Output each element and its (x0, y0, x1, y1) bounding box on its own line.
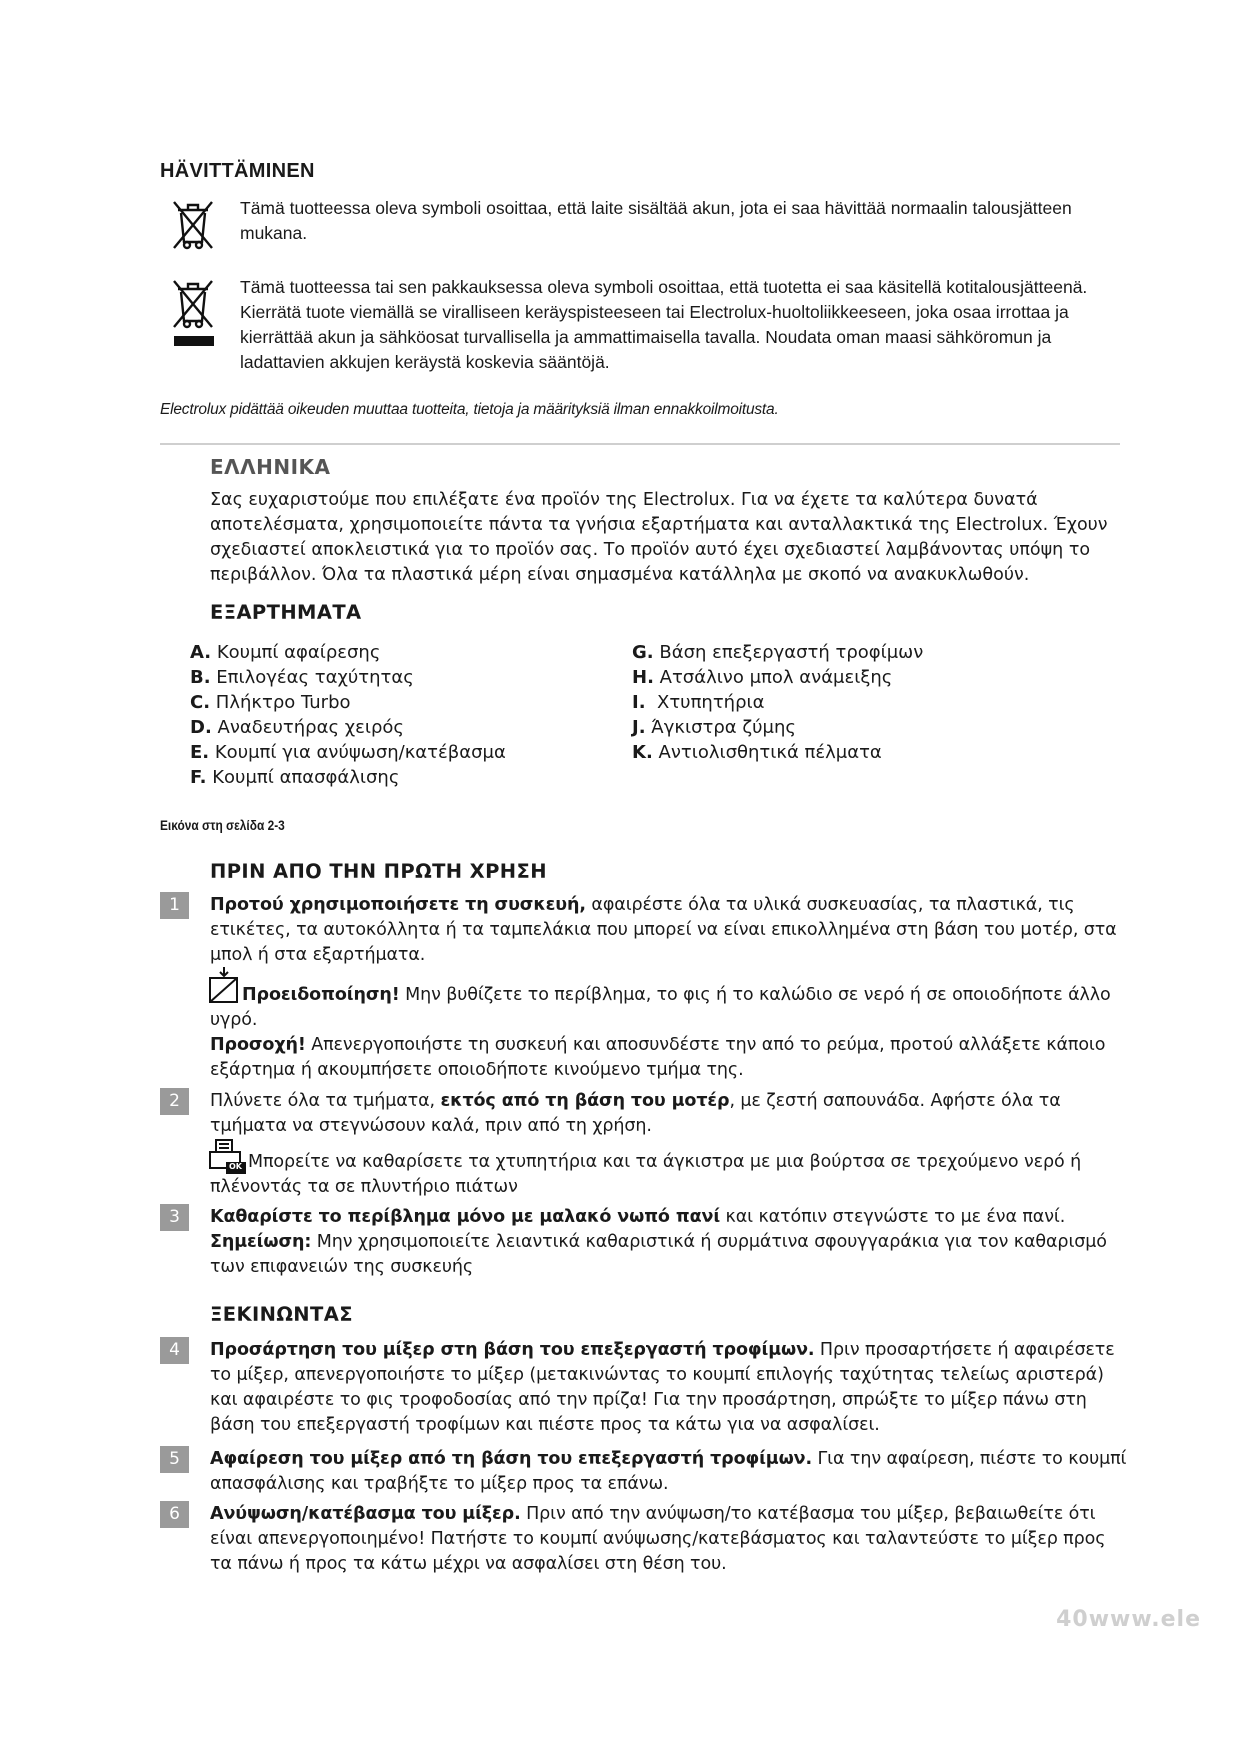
starting-heading: ΞΕΚΙΝΩΝΤΑΣ (210, 1303, 353, 1326)
step-number-badge: 2 (160, 1088, 189, 1115)
weee-bar-icon (174, 336, 214, 346)
list-item: B. Επιλογέας ταχύτητας (190, 667, 414, 688)
step-1-text: Προτού χρησιμοποιήσετε τη συσκευή, αφαιρέστε όλα τα υλικά συσκευασίας, τα πλαστικά, τις ετικέτες, τα αυτοκόλλητα ή τα ταμπελάκια που μπορεί να είναι επικολλημένα στη βάση του μοτέρ, στα μπολ ή στα εξαρτήματα. (210, 895, 1117, 965)
list-item: G. Βάση επεξεργαστή τροφίμων (632, 642, 924, 663)
list-item: E. Κουμπί για ανύψωση/κατέβασμα (190, 742, 506, 763)
list-item: J. Άγκιστρα ζύμης (632, 717, 796, 738)
note-text: Σημείωση: Μην χρησιμοποιείτε λειαντικά καθαριστικά ή συρμάτινα σφουγγαράκια για τον καθαρισμό των επιφανειών της συσκευής (210, 1232, 1107, 1277)
list-item: I. Χτυπητήρια (632, 692, 765, 713)
disclaimer-text: Electrolux pidättää oikeuden muuttaa tuotteita, tietoja ja määrityksiä ilman ennakkoilmoitusta. (160, 401, 779, 418)
figure-caption: Εικόνα στη σελίδα 2-3 (160, 817, 285, 833)
intro-paragraph: Σας ευχαριστούμε που επιλέξατε ένα προϊόν της Electrolux. Για να έχετε τα καλύτερα δυνατά αποτελέσματα, χρησιμοποιείτε πάντα τα γνήσια εξαρτήματα και ανταλλακτικά της Electrolux. Έχουν σχεδιαστεί αποκλειστικά για το προϊόν σας. Το προϊόν αυτό έχει σχεδιαστεί λαμβάνοντας υπόψη το περιβάλλον. Όλα τα πλαστικά μέρη είναι σημασμένα κατάλληλα με σκοπό να ανακυκλωθούν. (210, 490, 1108, 585)
step-number-badge: 5 (160, 1446, 189, 1473)
step-number-badge: 4 (160, 1337, 189, 1364)
dishwasher-ok-badge: OK (229, 1162, 242, 1171)
list-item: K. Αντιολισθητικά πέλματα (632, 742, 882, 763)
list-item: F. Κουμπί απασφάλισης (190, 767, 400, 788)
accessories-list-left (190, 640, 506, 790)
step-number-badge: 1 (160, 892, 189, 919)
list-item: D. Αναδευτήρας χειρός (190, 717, 404, 738)
list-item: C. Πλήκτρο Turbo (190, 692, 351, 713)
page-footer: 40www.ele (1056, 1607, 1201, 1632)
crossed-bin-icon (168, 196, 218, 252)
weee-bin-icon (168, 275, 218, 331)
section-heading-disposal: HÄVITTÄMINEN (160, 160, 315, 182)
step-number-badge: 6 (160, 1501, 189, 1528)
step-number-badge: 3 (160, 1204, 189, 1231)
section-divider (160, 443, 1120, 445)
accessories-heading: ΕΞΑΡΤΗΜΑΤΑ (210, 601, 362, 624)
caution-text: Προσοχή! Απενεργοποιήστε τη συσκευή και αποσυνδέστε την από το ρεύμα, προτού αλλάξετε κάποιο εξάρτημα ή ακουμπήσετε οποιοδήποτε κινούμενο τμήμα της. (210, 1035, 1106, 1080)
weee-disposal-text: Tämä tuotteessa tai sen pakkauksessa oleva symboli osoittaa, että tuotetta ei saa käsitellä kotitalousjätteenä. Kierrätä tuote viemällä se viralliseen keräyspisteeseen tai Electrolux-huoltoliikkeeseen, joka osaa irrottaa ja kierrättää akun ja sähköosat turvallisella ja ammattimaisella tavalla. Noudata oman maasi sähköromun ja ladattavien akkujen keräystä koskevia sääntöjä. (240, 277, 1088, 372)
step-4-text: Προσάρτηση του μίξερ στη βάση του επεξεργαστή τροφίμων. Πριν προσαρτήσετε ή αφαιρέσετε το μίξερ, απενεργοποιήστε το μίξερ (μετακινώντας το κουμπί επιλογής ταχύτητας τελείως αριστερά) και αφαιρέστε το φις τροφοδοσίας από την πρίζα! Για την προσάρτηση, σπρώξτε το μίξερ πάνω στη βάση του επεξεργαστή τροφίμων και πιέστε προς τα κάτω για να ασφαλίσει. (210, 1340, 1115, 1435)
step-3-text: Καθαρίστε το περίβλημα μόνο με μαλακό νωπό πανί και κατόπιν στεγνώστε το με ένα πανί. (210, 1207, 1066, 1227)
warning-text: Προειδοποίηση! Μην βυθίζετε το περίβλημα, το φις ή το καλώδιο σε νερό ή σε οποιοδήποτε άλλο υγρό. (210, 985, 1111, 1030)
dishwasher-text: Μπορείτε να καθαρίσετε τα χτυπητήρια και τα άγκιστρα με μια βούρτσα σε τρεχούμενο νερό ή πλένοντάς τα σε πλυντήριο πιάτων (210, 1152, 1082, 1197)
battery-disposal-text: Tämä tuotteessa oleva symboli osoittaa, että laite sisältää akun, jota ei saa hävittää normaalin talousjätteen mukana. (240, 198, 1072, 243)
list-item: H. Ατσάλινο μπολ ανάμειξης (632, 667, 893, 688)
before-first-use-heading: ΠΡΙΝ ΑΠΟ ΤΗΝ ΠΡΩΤΗ ΧΡΗΣΗ (210, 860, 547, 883)
list-item: A. Κουμπί αφαίρεσης (190, 642, 381, 663)
accessories-list-right (632, 640, 923, 765)
step-2-text: Πλύνετε όλα τα τμήματα, εκτός από τη βάση του μοτέρ, με ζεστή σαπουνάδα. Αφήστε όλα τα τμήματα να στεγνώσουν καλά, πριν από τη χρήση. (210, 1091, 1061, 1136)
section-heading-greek: ΕΛΛΗΝΙΚΑ (210, 455, 331, 479)
step-5-text: Αφαίρεση του μίξερ από τη βάση του επεξεργαστή τροφίμων. Για την αφαίρεση, πιέστε το κουμπί απασφάλισης και τραβήξτε το μίξερ προς τα επάνω. (210, 1449, 1127, 1494)
step-6-text: Ανύψωση/κατέβασμα του μίξερ. Πριν από την ανύψωση/το κατέβασμα του μίξερ, βεβαιωθείτε ότι είναι απενεργοποιημένο! Πατήστε το κουμπί ανύψωσης/κατεβάσματος και ταλαντεύστε το μίξερ προς τα πάνω ή προς τα κάτω μέχρι να ασφαλίσει στη θέση του. (210, 1504, 1106, 1574)
